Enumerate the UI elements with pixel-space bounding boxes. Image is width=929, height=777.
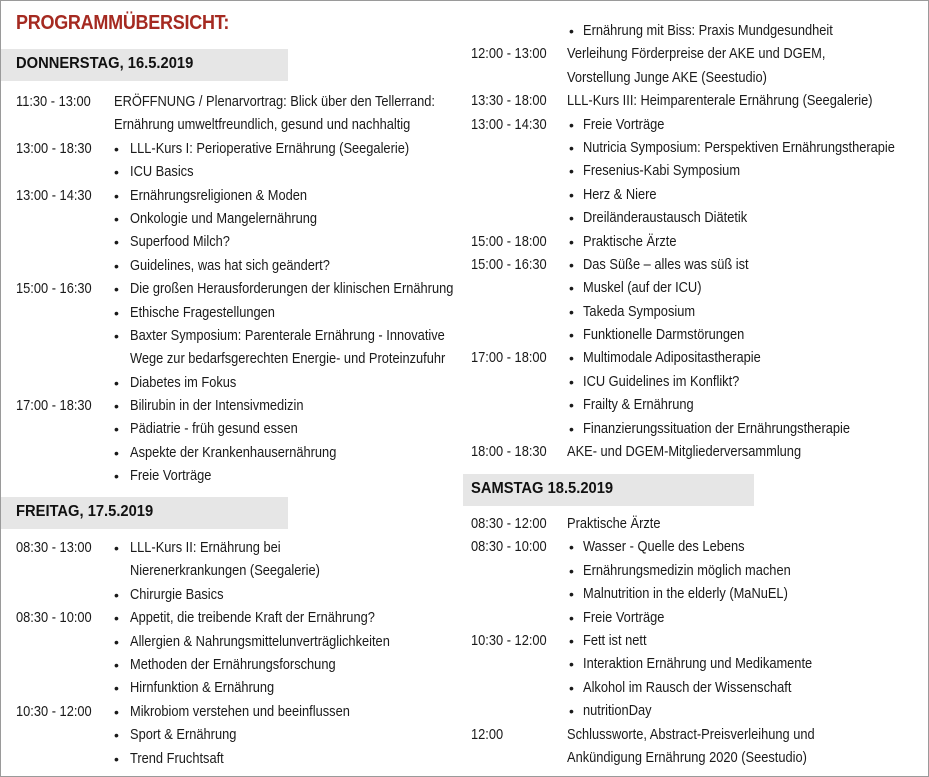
day-heading: FREITAG, 17.5.2019	[16, 503, 154, 520]
schedule-row	[1, 631, 461, 654]
bullet-icon: •	[569, 186, 574, 203]
schedule-row	[1, 114, 461, 137]
session-time: 15:00 - 16:30	[471, 256, 547, 273]
day-header-saturday	[463, 474, 754, 506]
session-title: Takeda Symposium	[583, 303, 696, 320]
schedule-row	[1, 255, 461, 278]
schedule-row	[463, 114, 928, 137]
session-title: Chirurgie Basics	[130, 586, 224, 603]
bullet-icon: •	[114, 610, 119, 627]
session-title: LLL-Kurs II: Ernährung bei	[130, 540, 281, 556]
bullet-icon: •	[114, 421, 119, 438]
session-time: 08:30 - 13:00	[16, 540, 92, 556]
bullet-icon: •	[114, 703, 119, 720]
schedule-row	[463, 277, 928, 300]
session-time: 13:00 - 14:30	[471, 116, 547, 133]
session-time: 18:00 - 18:30	[471, 444, 547, 461]
session-title: Ernährungsreligionen & Moden	[130, 187, 308, 204]
schedule-row	[1, 654, 461, 677]
session-title: Fett ist nett	[583, 632, 647, 649]
bullet-icon: •	[114, 257, 119, 274]
bullet-icon: •	[569, 350, 574, 367]
schedule-row	[463, 90, 928, 113]
bullet-icon: •	[114, 444, 119, 461]
bullet-icon: •	[114, 374, 119, 391]
schedule-row	[1, 701, 461, 724]
session-title: Alkohol im Rausch der Wissenschaft	[583, 679, 792, 696]
bullet-icon: •	[114, 140, 119, 157]
schedule-row	[1, 560, 461, 583]
session-time: 08:30 - 10:00	[16, 610, 92, 627]
schedule-row	[463, 536, 928, 559]
session-title: Herz & Niere	[583, 186, 657, 203]
session-title: AKE- und DGEM-Mitgliederversammlung	[567, 444, 802, 461]
schedule-row	[1, 231, 461, 254]
session-title: Methoden der Ernährungsforschung	[130, 656, 336, 673]
bullet-icon: •	[114, 656, 119, 673]
session-title: Praktische Ärzte	[583, 233, 677, 250]
schedule-row	[1, 465, 461, 488]
day-header-friday	[1, 497, 288, 529]
schedule-row	[1, 138, 461, 161]
day-heading: SAMSTAG 18.5.2019	[471, 480, 614, 497]
bullet-icon: •	[114, 281, 119, 298]
session-title: Malnutrition in the elderly (MaNuEL)	[583, 586, 788, 603]
session-time: 12:00	[471, 726, 504, 743]
session-time: 10:30 - 12:00	[16, 703, 92, 720]
schedule-row	[1, 208, 461, 231]
bullet-icon: •	[569, 609, 574, 626]
bullet-icon: •	[569, 373, 574, 390]
schedule-row	[1, 185, 461, 208]
schedule-row	[463, 160, 928, 183]
session-title: Ernährung mit Biss: Praxis Mundgesundheit	[583, 23, 833, 39]
schedule-row	[1, 677, 461, 700]
session-title: Hirnfunktion & Ernährung	[130, 680, 275, 697]
session-title: Nierenerkrankungen (Seegalerie)	[130, 563, 320, 580]
bullet-icon: •	[114, 468, 119, 485]
session-title: Multimodale Adipositastherapie	[583, 350, 761, 367]
session-time: 08:30 - 10:00	[471, 539, 547, 556]
session-time: 17:00 - 18:30	[16, 398, 92, 415]
schedule-row	[463, 67, 928, 90]
schedule-row	[463, 137, 928, 160]
schedule-row	[1, 537, 461, 560]
bullet-icon: •	[114, 304, 119, 321]
bullet-icon: •	[569, 539, 574, 556]
schedule-row	[463, 418, 928, 441]
schedule-row	[463, 700, 928, 723]
bullet-icon: •	[114, 187, 119, 204]
bullet-icon: •	[569, 23, 574, 39]
schedule-friday-continued	[463, 20, 928, 464]
session-title: Finanzierungssituation der Ernährungstherapie	[583, 420, 851, 437]
schedule-row	[463, 371, 928, 394]
session-title: Aspekte der Krankenhausernährung	[130, 444, 337, 461]
bullet-icon: •	[569, 679, 574, 696]
schedule-row	[463, 231, 928, 254]
schedule-row	[1, 418, 461, 441]
schedule-row	[1, 395, 461, 418]
session-title: Freie Vorträge	[583, 609, 665, 626]
bullet-icon: •	[569, 210, 574, 227]
session-title: Freie Vorträge	[130, 468, 212, 485]
schedule-row	[1, 748, 461, 771]
schedule-row	[463, 583, 928, 606]
schedule-row	[463, 677, 928, 700]
session-title: Fresenius-Kabi Symposium	[583, 163, 741, 180]
session-time: 15:00 - 18:00	[471, 233, 547, 250]
bullet-icon: •	[114, 633, 119, 650]
session-time: 11:30 - 13:00	[16, 94, 91, 110]
session-title: Appetit, die treibende Kraft der Ernährung?	[130, 610, 375, 627]
bullet-icon: •	[569, 586, 574, 603]
bullet-icon: •	[114, 398, 119, 415]
schedule-row	[463, 20, 928, 43]
schedule-row	[1, 584, 461, 607]
session-title: Pädiatrie - früh gesund essen	[130, 421, 298, 438]
session-title: Freie Vorträge	[583, 116, 665, 133]
session-title: Interaktion Ernährung und Medikamente	[583, 656, 813, 673]
schedule-row	[463, 254, 928, 277]
schedule-row	[1, 325, 461, 348]
session-time: 15:00 - 16:30	[16, 281, 92, 298]
schedule-row	[463, 43, 928, 66]
session-title: Dreiländeraustausch Diätetik	[583, 210, 748, 227]
bullet-icon: •	[569, 116, 574, 133]
session-title: Ernährungsmedizin möglich machen	[583, 562, 791, 579]
bullet-icon: •	[569, 327, 574, 344]
session-title: Baxter Symposium: Parenterale Ernährung - Innovative	[130, 327, 445, 344]
session-time: 13:00 - 14:30	[16, 187, 92, 204]
bullet-icon: •	[569, 420, 574, 437]
bullet-icon: •	[569, 656, 574, 673]
session-title: Wege zur bedarfsgerechten Energie- und Proteinzufuhr	[130, 351, 446, 368]
session-time: 17:00 - 18:00	[471, 350, 547, 367]
session-title: Bilirubin in der Intensivmedizin	[130, 398, 304, 415]
schedule-row	[463, 207, 928, 230]
bullet-icon: •	[114, 327, 119, 344]
session-title: Verleihung Förderpreise der AKE und DGEM,	[567, 46, 826, 63]
schedule-row	[463, 724, 928, 747]
session-title: Vorstellung Junge AKE (Seestudio)	[567, 69, 767, 86]
bullet-icon: •	[569, 163, 574, 180]
bullet-icon: •	[114, 727, 119, 744]
schedule-row	[463, 513, 928, 536]
session-title: Superfood Milch?	[130, 234, 230, 251]
bullet-icon: •	[114, 750, 119, 767]
session-time: 08:30 - 12:00	[471, 516, 547, 532]
bullet-icon: •	[114, 234, 119, 251]
schedule-row	[463, 441, 928, 464]
session-title: ICU Basics	[130, 164, 194, 181]
schedule-row	[463, 630, 928, 653]
session-title: LLL-Kurs I: Perioperative Ernährung (Seegalerie)	[130, 140, 410, 157]
schedule-row	[1, 372, 461, 395]
bullet-icon: •	[114, 210, 119, 227]
session-title: Diabetes im Fokus	[130, 374, 237, 391]
schedule-row	[1, 607, 461, 630]
schedule-friday	[1, 537, 461, 771]
bullet-icon: •	[569, 233, 574, 250]
session-title: Ethische Fragestellungen	[130, 304, 275, 321]
session-title: Nutricia Symposium: Perspektiven Ernährungstherapie	[583, 139, 895, 156]
page-title: PROGRAMMÜBERSICHT:	[16, 12, 230, 34]
session-title: Die großen Herausforderungen der klinischen Ernährung	[130, 281, 454, 298]
schedule-row	[463, 607, 928, 630]
schedule-row	[463, 347, 928, 370]
bullet-icon: •	[569, 562, 574, 579]
bullet-icon: •	[569, 139, 574, 156]
bullet-icon: •	[114, 164, 119, 181]
session-title: Wasser - Quelle des Lebens	[583, 539, 745, 556]
day-header-thursday	[1, 49, 288, 81]
bullet-icon: •	[569, 632, 574, 649]
session-time: 12:00 - 13:00	[471, 46, 547, 63]
session-title: LLL-Kurs III: Heimparenterale Ernährung (Seegalerie)	[567, 93, 873, 110]
schedule-thursday	[1, 91, 461, 489]
session-time: 10:30 - 12:00	[471, 632, 547, 649]
bullet-icon: •	[114, 680, 119, 697]
schedule-row	[463, 184, 928, 207]
schedule-row	[1, 91, 461, 114]
session-time: 13:30 - 18:00	[471, 93, 547, 110]
schedule-row	[1, 302, 461, 325]
session-title: Das Süße – alles was süß ist	[583, 256, 749, 273]
schedule-row	[463, 747, 928, 770]
schedule-row	[463, 653, 928, 676]
schedule-row	[1, 348, 461, 371]
session-time: 13:00 - 18:30	[16, 140, 92, 157]
bullet-icon: •	[114, 586, 119, 603]
schedule-row	[463, 324, 928, 347]
bullet-icon: •	[569, 256, 574, 273]
session-title: Trend Fruchtsaft	[130, 750, 224, 767]
bullet-icon: •	[114, 540, 119, 556]
session-title: nutritionDay	[583, 703, 652, 720]
session-title: Sport & Ernährung	[130, 727, 237, 744]
session-title: Mikrobiom verstehen und beeinflussen	[130, 703, 350, 720]
session-title: ERÖFFNUNG / Plenarvortrag: Blick über den Tellerrand:	[114, 94, 435, 110]
session-title: Schlussworte, Abstract-Preisverleihung und	[567, 726, 815, 743]
bullet-icon: •	[569, 703, 574, 720]
session-title: Funktionelle Darmstörungen	[583, 327, 745, 344]
bullet-icon: •	[569, 280, 574, 297]
session-title: ICU Guidelines im Konflikt?	[583, 373, 740, 390]
schedule-row	[1, 724, 461, 747]
session-title: Ankündigung Ernährung 2020 (Seestudio)	[567, 749, 807, 766]
session-title: Praktische Ärzte	[567, 516, 661, 532]
bullet-icon: •	[569, 397, 574, 414]
schedule-row	[463, 560, 928, 583]
schedule-row	[1, 442, 461, 465]
schedule-row	[463, 394, 928, 417]
schedule-saturday	[463, 513, 928, 770]
day-heading: DONNERSTAG, 16.5.2019	[16, 55, 194, 72]
session-title: Allergien & Nahrungsmittelunverträglichkeiten	[130, 633, 390, 650]
session-title: Frailty & Ernährung	[583, 397, 694, 414]
session-title: Muskel (auf der ICU)	[583, 280, 702, 297]
schedule-row	[463, 301, 928, 324]
schedule-row	[1, 161, 461, 184]
schedule-row	[1, 278, 461, 301]
session-title: Guidelines, was hat sich geändert?	[130, 257, 330, 274]
bullet-icon: •	[569, 303, 574, 320]
session-title: Ernährung umweltfreundlich, gesund und nachhaltig	[114, 117, 411, 134]
session-title: Onkologie und Mangelernährung	[130, 210, 318, 227]
